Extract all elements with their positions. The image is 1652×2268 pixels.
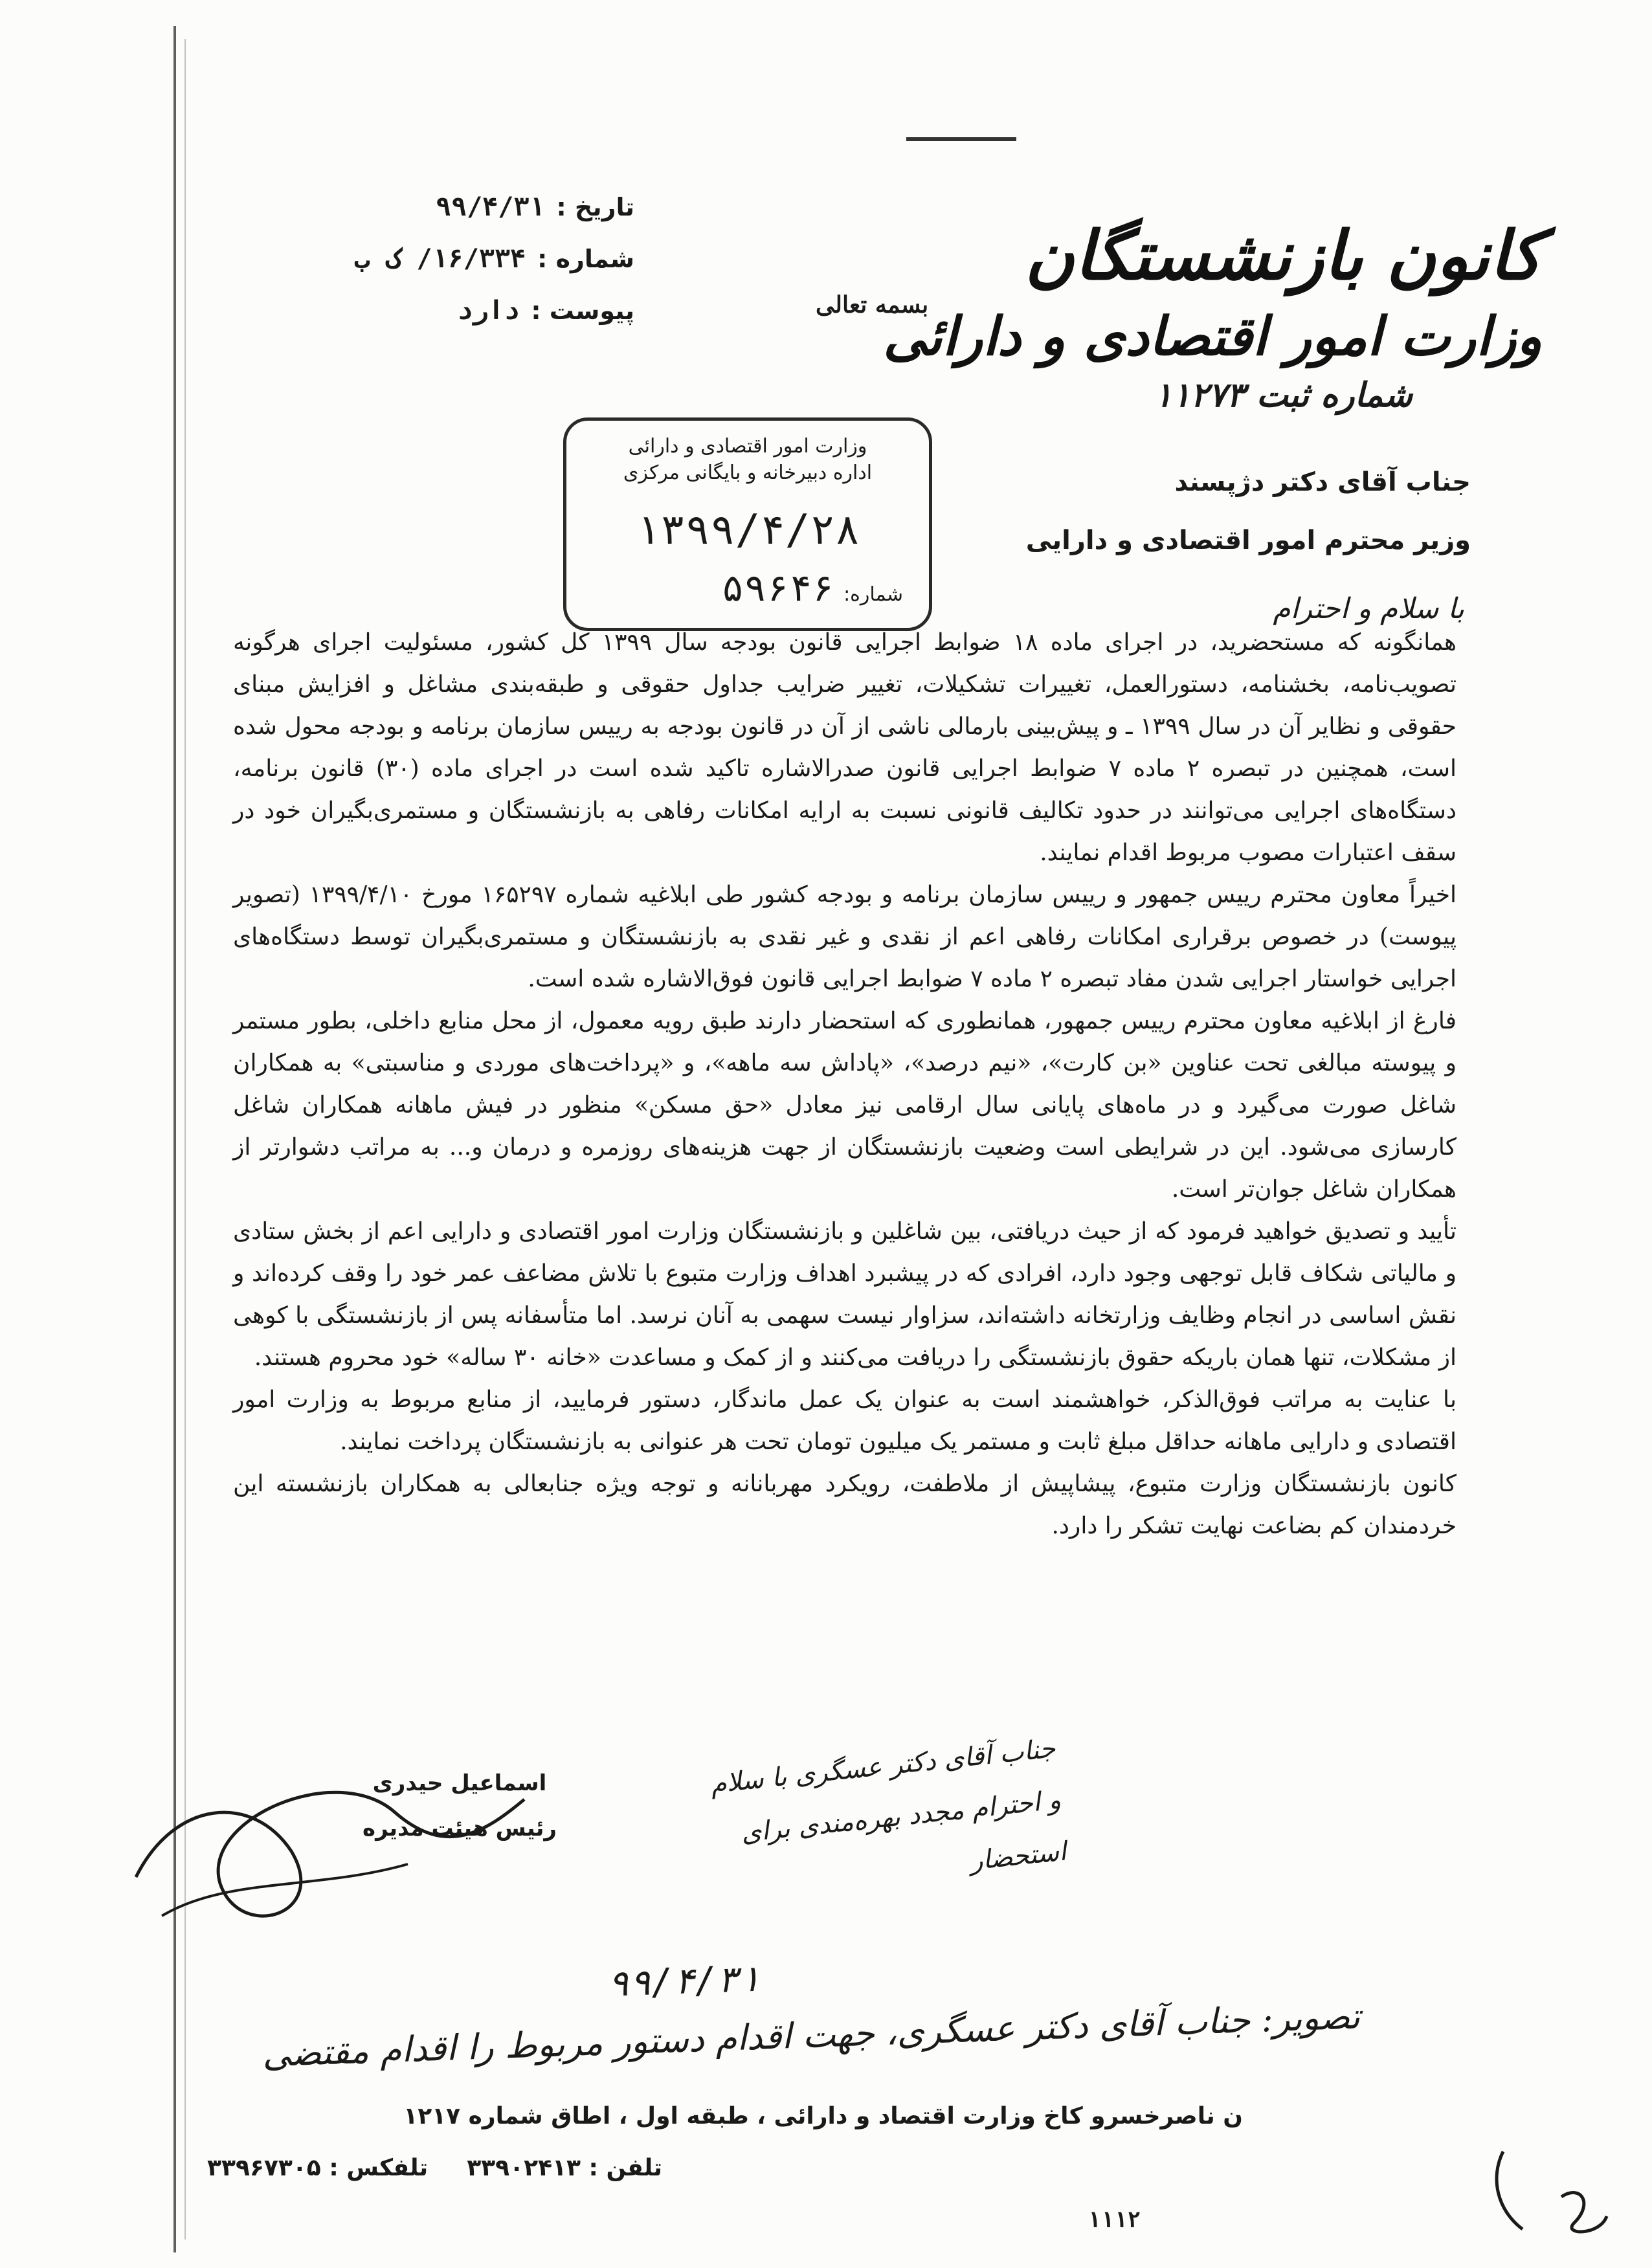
footer-fax: تلفکس : ۳۳۹۶۷۳۰۵ [207,2155,429,2181]
recipient-name: جناب آقای دکتر دژپسند [1174,467,1471,497]
basmala: بسمه تعالی [816,291,929,318]
letterhead [883,214,1542,375]
paragraph: اخیراً معاون محترم رییس جمهور و رییس سازمان برنامه و بودجه کشور طی ابلاغیه شماره ۱۶۵۲۹۷ مورخ ۱۳۹۹/۴/۱۰ (تصویر پیوست) در خصوص برقراری امکانات رفاهی اعم از نقدی و غیر نقدی به بازنشستگان و مستمری‌بگیران توسط دستگاه‌های اجرایی خواستار اجرایی شدن مفاد تبصره ۲ ماده ۷ ضوابط اجرایی قانون فوق‌الاشاره شده است. [233,882,1457,992]
stamp-number [721,566,903,610]
footer-address: ن ناصرخسرو کاخ وزارت اقتصاد و دارائی ، طبقه اول ، اطاق شماره ۱۲۱۷ [403,2103,1243,2129]
greeting: با سلام و احترام [1273,592,1464,625]
signer-name: اسماعیل حیدری [372,1770,547,1796]
number-row [246,233,634,285]
referral-text: تصویر: جناب آقای دکتر عسگری، جهت اقدام دستور مربوط را اقدام مقتضی [262,1996,1361,2075]
paragraph: تأیید و تصدیق خواهید فرمود که از حیث دریافتی، بین شاغلین و بازنشستگان وزارت امور اقتصادی و دارایی اعم از بخش ستادی و مالیاتی شکاف قابل توجهی وجود دارد، افرادی که در پیشبرد اهداف وزارت متبوع با تلاش مضاعف عمر خود را وقف کرده‌اند و نقش اساسی در انجام وظایف وزارتخانه داشته‌اند، سزاوار نیست سهمی به آنان نرسد. اما متأسفانه پس از بازنشستگی با کوهی از مشکلات، تنها همان باریکه حقوق بازنشستگی را دریافت می‌کنند و از کمک و مساعدت «خانه ۳۰ ساله» خود محروم هستند. [233,1218,1457,1371]
corner-mark [1484,2139,1613,2242]
number-value: ۱۶/۳۳۴/ ک ب [354,244,526,274]
stamp-line1: وزارت امور اقتصادی و دارائی [628,435,867,458]
letter-meta [246,181,634,337]
attachment-row [246,285,634,337]
attachment-label: پیوست : [531,296,634,325]
registration-number: شماره ثبت ۱۱۲۷۳ [1154,375,1412,415]
signer-block [363,1761,557,1851]
date-label: تاریخ : [556,193,634,221]
paragraph: کانون بازنشستگان وزارت متبوع، پیشاپیش از ملاطفت، رویکرد مهربانانه و توجه ویژه جنابعالی به همکاران بازنشسته این خردمندان کم بضاعت نهایت تشکر را دارد. [233,1471,1457,1539]
page-code: ۱۱۱۲ [1088,2207,1141,2233]
letter-body [233,621,1457,1547]
top-mark [906,137,1016,141]
footer-phone: تلفن : ۳۳۹۰۲۴۱۳ [467,2155,662,2181]
org-name: کانون بازنشستگان [1025,216,1542,295]
number-label: شماره : [537,245,634,273]
handwritten-note: جناب آقای دکتر عسگری با سلام و احترام مجدد بهره‌مندی برای استحضار [709,1733,1068,1876]
signer-title: رئیس هیئت مدیره [363,1816,557,1841]
stamp-line2: اداره دبیرخانه و بایگانی مرکزی [623,461,873,484]
attachment-value: دارد [457,296,520,326]
date-row [246,181,634,233]
paragraph: همانگونه که مستحضرید، در اجرای ماده ۱۸ ضوابط اجرایی قانون بودجه سال ۱۳۹۹ کل کشور، مسئولیت اجرای هرگونه تصویب‌نامه، بخشنامه، دستورالعمل، تغییرات تشکیلات، تغییر ضرایب جداول حقوقی و طبقه‌بندی مشاغل و افزایش مبنای حقوقی و نظایر آن در سال ۱۳۹۹ ـ و پیش‌بینی بارمالی ناشی از آن در قانون بودجه به رییس سازمان برنامه و بودجه محول شده است، همچنین در تبصره ۲ ماده ۷ ضوابط اجرایی قانون صدرالاشاره تاکید شده است در اجرای ماده (۳۰) قانون برنامه، دستگاه‌های اجرایی می‌توانند در حدود تکالیف قانونی نسبت به ارایه امکانات رفاهی به بازنشستگان و مستمری‌بگیران خود در سقف اعتبارات مصوب مربوط اقدام نمایند. [233,629,1457,866]
ministry-name: وزارت امور اقتصادی و دارائی [883,306,1542,368]
recipient-title: وزیر محترم امور اقتصادی و دارایی [1025,526,1471,555]
paragraph: فارغ از ابلاغیه معاون محترم رییس جمهور، همانطوری که استحضار دارند طبق رویه معمول، از محل منابع داخلی، بطور مستمر و پیوسته مبالغی تحت عناوین «بن کارت»، «نیم درصد»، «پاداش سه ماهه»، و «پرداخت‌های موردی و مناسبتی» به همکاران شاغل صورت می‌گیرد و در ماه‌های پایانی سال ارقامی نیز معادل «حق مسکن» منظور در فیش ماهانه همکاران شاغل کارسازی می‌شود. این در شرایطی است وضعیت بازنشستگان از جهت هزینه‌های روزمره و درمان و... به مراتب دشوارتر از همکاران شاغل جوان‌تر است. [233,1008,1457,1203]
footer [207,2091,1243,2194]
stamp-number-label: شماره: [843,583,903,606]
date-value: ۹۹/۴/۳۱ [435,192,545,222]
stamp-date: ۱۳۹۹/۴/۲۸ [635,506,860,554]
stamp-number-value: ۵۹۶۴۶ [721,566,835,610]
footer-contacts [207,2142,1243,2194]
referral-date: ۹۹/۴/۳۱ [607,1957,761,2005]
recipient [1026,453,1471,570]
receipt-stamp [563,417,932,631]
paragraph: با عنایت به مراتب فوق‌الذکر، خواهشمند است به عنوان یک عمل ماندگار، دستور فرمایید، از منابع مربوط به وزارت امور اقتصادی و دارایی ماهانه حداقل مبلغ ثابت و مستمر یک میلیون تومان تحت هر عنوانی به بازنشستگان پرداخت نمایند. [233,1386,1457,1455]
